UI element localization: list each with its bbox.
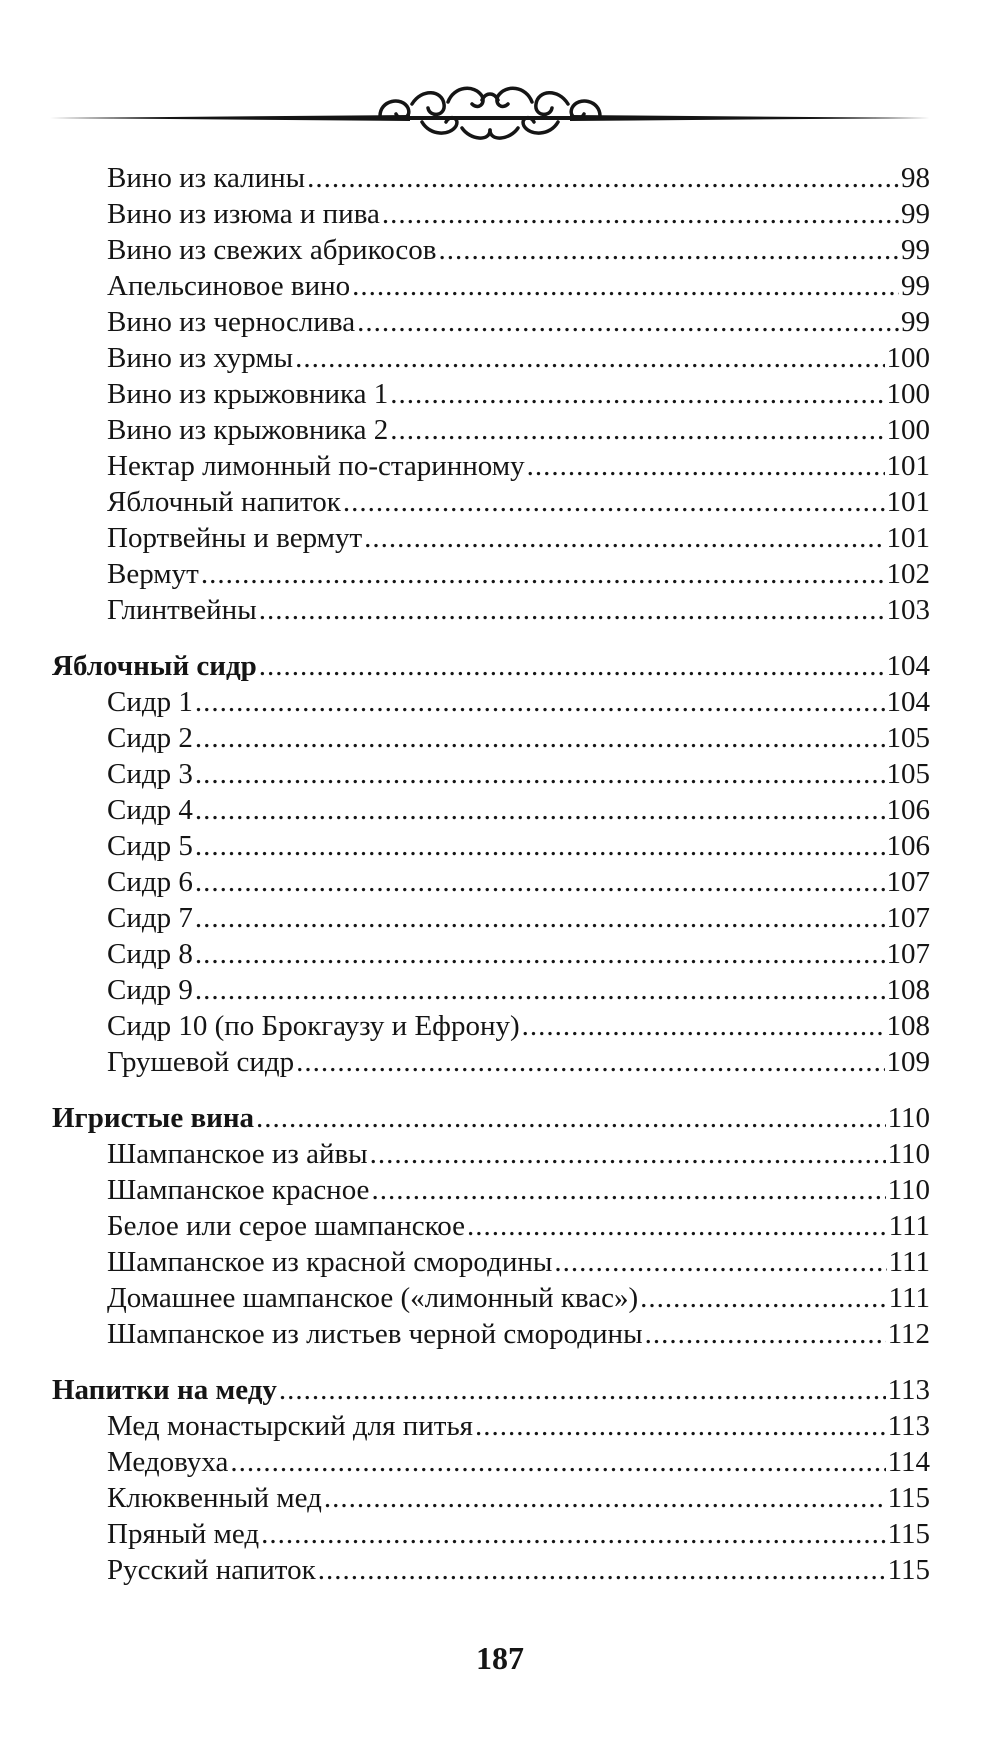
dot-leader: [370, 1136, 886, 1172]
dot-leader: [522, 1008, 885, 1044]
toc-entry-title: Медовуха: [107, 1446, 229, 1478]
dot-leader: [307, 160, 899, 196]
page-number: 187: [476, 1640, 524, 1676]
toc-entry-page: 107: [886, 902, 930, 934]
toc-entry: [52, 1044, 930, 1080]
dot-leader: [230, 1444, 885, 1480]
dot-leader: [640, 1280, 887, 1316]
toc-entry-title: Сидр 5: [107, 830, 193, 862]
toc-entry-title: Вино из хурмы: [107, 342, 294, 374]
toc-entry: [52, 936, 930, 972]
dot-leader: [343, 484, 885, 520]
toc-entry: [52, 828, 930, 864]
toc-entry: [52, 1316, 930, 1352]
toc-entry-title: Яблочный сидр: [52, 650, 257, 682]
toc-entry-page: 101: [886, 486, 930, 518]
toc-entry-title: Сидр 1: [107, 686, 193, 718]
toc-entry-page: 108: [886, 1010, 930, 1042]
toc-entry-page: 100: [886, 378, 930, 410]
dot-leader: [390, 412, 884, 448]
dot-leader: [318, 1552, 886, 1588]
toc-entry-page: 98: [901, 162, 930, 194]
toc-entry-page: 101: [886, 522, 930, 554]
toc-section-entry: [52, 1100, 930, 1136]
toc-entry: [52, 304, 930, 340]
toc-entry-page: 99: [901, 234, 930, 266]
toc-entry: [52, 196, 930, 232]
dot-leader: [195, 792, 885, 828]
dot-leader: [527, 448, 885, 484]
toc-entry: [52, 448, 930, 484]
table-of-contents: [52, 160, 930, 1588]
dot-leader: [371, 1172, 885, 1208]
dot-leader: [195, 828, 885, 864]
toc-entry: [52, 1552, 930, 1588]
toc-entry-title: Яблочный напиток: [107, 486, 341, 518]
toc-entry: [52, 160, 930, 196]
toc-entry-title: Вино из изюма и пива: [107, 198, 380, 230]
toc-entry-title: Сидр 2: [107, 722, 193, 754]
dot-leader: [195, 720, 885, 756]
toc-entry: [52, 1480, 930, 1516]
dot-leader: [195, 936, 885, 972]
toc-entry-title: Сидр 7: [107, 902, 193, 934]
toc-section-entry: [52, 1372, 930, 1408]
toc-entry: [52, 1244, 930, 1280]
dot-leader: [554, 1244, 886, 1280]
dot-leader: [195, 864, 885, 900]
toc-entry: [52, 1208, 930, 1244]
toc-entry-title: Грушевой сидр: [107, 1046, 295, 1078]
toc-entry-page: 115: [887, 1554, 930, 1586]
toc-entry-title: Шампанское красное: [107, 1174, 370, 1206]
toc-entry-title: Шампанское из айвы: [107, 1138, 368, 1170]
toc-entry-page: 108: [886, 974, 930, 1006]
toc-entry-page: 106: [886, 794, 930, 826]
toc-entry-title: Сидр 6: [107, 866, 193, 898]
toc-entry: [52, 268, 930, 304]
dot-leader: [475, 1408, 886, 1444]
toc-section-entry: [52, 648, 930, 684]
dot-leader: [261, 1516, 885, 1552]
toc-entry-page: 113: [887, 1374, 930, 1406]
dot-leader: [296, 1044, 884, 1080]
toc-entry-title: Сидр 10 (по Брокгаузу и Ефрону): [107, 1010, 520, 1042]
toc-entry-title: Сидр 8: [107, 938, 193, 970]
toc-entry-page: 111: [888, 1282, 930, 1314]
toc-entry-page: 104: [886, 650, 930, 682]
toc-entry: [52, 412, 930, 448]
toc-entry-page: 99: [901, 270, 930, 302]
toc-entry-title: Белое или серое шампанское: [107, 1210, 465, 1242]
toc-entry-title: Апельсиновое вино: [107, 270, 351, 302]
dot-leader: [357, 304, 899, 340]
toc-entry-title: Напитки на меду: [52, 1374, 277, 1406]
toc-entry-title: Домашнее шампанское («лимонный квас»): [107, 1282, 639, 1314]
toc-entry-title: Русский напиток: [107, 1554, 316, 1586]
toc-entry-page: 111: [888, 1246, 930, 1278]
dot-leader: [195, 756, 885, 792]
toc-entry: [52, 556, 930, 592]
toc-entry-page: 110: [887, 1174, 930, 1206]
toc-entry-title: Вермут: [107, 558, 199, 590]
toc-entry: [52, 792, 930, 828]
toc-entry: [52, 1280, 930, 1316]
toc-entry-page: 106: [886, 830, 930, 862]
toc-entry: [52, 340, 930, 376]
toc-entry: [52, 900, 930, 936]
toc-entry-page: 105: [886, 758, 930, 790]
toc-entry-title: Игристые вина: [52, 1102, 255, 1134]
toc-entry-page: 112: [887, 1318, 930, 1350]
dot-leader: [195, 900, 885, 936]
toc-entry: [52, 232, 930, 268]
toc-entry: [52, 972, 930, 1008]
toc-entry-page: 107: [886, 866, 930, 898]
toc-entry-title: Сидр 9: [107, 974, 193, 1006]
toc-entry-page: 109: [886, 1046, 930, 1078]
dot-leader: [279, 1372, 886, 1408]
toc-entry-page: 110: [887, 1138, 930, 1170]
toc-entry-title: Вино из крыжовника 1: [107, 378, 389, 410]
dot-leader: [390, 376, 884, 412]
dot-leader: [324, 1480, 886, 1516]
toc-entry-page: 99: [901, 198, 930, 230]
toc-entry-page: 103: [886, 594, 930, 626]
toc-entry-title: Портвейны и вермут: [107, 522, 363, 554]
toc-entry: [52, 1516, 930, 1552]
toc-entry: [52, 592, 930, 628]
dot-leader: [195, 972, 885, 1008]
toc-entry-page: 104: [886, 686, 930, 718]
dot-leader: [259, 592, 885, 628]
toc-entry: [52, 864, 930, 900]
toc-entry-title: Шампанское из красной смородины: [107, 1246, 553, 1278]
toc-entry: [52, 720, 930, 756]
toc-entry: [52, 1172, 930, 1208]
toc-entry: [52, 376, 930, 412]
toc-entry-page: 115: [887, 1518, 930, 1550]
decorative-flourish-icon: [50, 78, 930, 168]
toc-entry-title: Вино из крыжовника 2: [107, 414, 389, 446]
toc-entry-page: 113: [887, 1410, 930, 1442]
toc-entry: [52, 756, 930, 792]
toc-entry-title: Сидр 4: [107, 794, 193, 826]
toc-entry-page: 111: [888, 1210, 930, 1242]
toc-entry: [52, 1136, 930, 1172]
toc-entry-page: 114: [887, 1446, 930, 1478]
toc-entry: [52, 484, 930, 520]
dot-leader: [352, 268, 899, 304]
toc-entry-page: 105: [886, 722, 930, 754]
toc-entry-title: Мед монастырский для питья: [107, 1410, 474, 1442]
toc-entry-title: Пряный мед: [107, 1518, 260, 1550]
dot-leader: [467, 1208, 887, 1244]
toc-entry-title: Клюквенный мед: [107, 1482, 322, 1514]
dot-leader: [295, 340, 884, 376]
toc-entry-title: Вино из калины: [107, 162, 306, 194]
dot-leader: [195, 684, 885, 720]
toc-entry-page: 99: [901, 306, 930, 338]
toc-entry: [52, 684, 930, 720]
dot-leader: [259, 648, 885, 684]
dot-leader: [645, 1316, 886, 1352]
toc-entry-page: 100: [886, 342, 930, 374]
dot-leader: [438, 232, 899, 268]
toc-entry: [52, 1008, 930, 1044]
toc-entry: [52, 520, 930, 556]
toc-entry-page: 115: [887, 1482, 930, 1514]
dot-leader: [201, 556, 885, 592]
toc-entry: [52, 1444, 930, 1480]
toc-entry: [52, 1408, 930, 1444]
toc-entry-page: 102: [886, 558, 930, 590]
toc-entry-page: 100: [886, 414, 930, 446]
toc-entry-title: Сидр 3: [107, 758, 193, 790]
toc-entry-title: Вино из свежих абрикосов: [107, 234, 437, 266]
dot-leader: [382, 196, 899, 232]
toc-entry-title: Нектар лимонный по-старинному: [107, 450, 525, 482]
toc-entry-page: 101: [886, 450, 930, 482]
dot-leader: [364, 520, 884, 556]
toc-entry-page: 107: [886, 938, 930, 970]
dot-leader: [256, 1100, 886, 1136]
toc-entry-title: Вино из чернослива: [107, 306, 356, 338]
toc-entry-page: 110: [887, 1102, 930, 1134]
toc-entry-title: Шампанское из листьев черной смородины: [107, 1318, 643, 1350]
toc-entry-title: Глинтвейны: [107, 594, 257, 626]
